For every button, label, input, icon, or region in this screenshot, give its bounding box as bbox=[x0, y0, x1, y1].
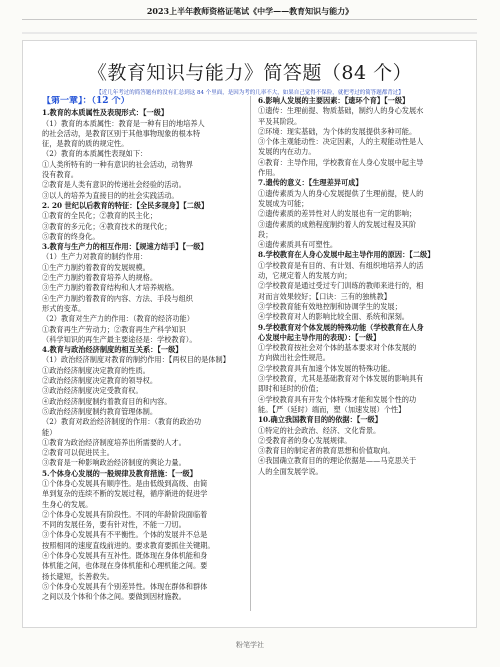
text-line: ①政治经济制度决定教育的性质。 bbox=[42, 365, 150, 375]
text-line: ②个体身心发展具有阶段性。不同的年龄阶段面临着 bbox=[42, 509, 208, 519]
text-line: 按照相同的速度直线前进的。要求教育要抓住关键期。 bbox=[42, 540, 215, 550]
text-line: （2）教育的本质属性表现如下： bbox=[42, 149, 148, 159]
text-line: ①特定的社会政治、经济、文化背景。 bbox=[258, 425, 381, 435]
text-line: 平及其阶段。 bbox=[258, 116, 302, 126]
page-header: 2023上半年教师资格证笔试《中学——教育知识与能力》 bbox=[146, 6, 354, 16]
text-line: ②教育是人类有意识的传递社会经验的活动。 bbox=[42, 180, 186, 190]
left-column bbox=[42, 96, 242, 603]
question-heading: 7.遗传的意义：【生理差异可成】 bbox=[258, 178, 363, 188]
text-line: ②遗传素质的差异性对人的发展也有一定的影响； bbox=[258, 209, 417, 219]
text-line: ②政治经济制度决定教育的领导权。 bbox=[42, 376, 158, 386]
text-line: ③个体主观能动性：决定因素，人的主观能动性是人 bbox=[258, 137, 424, 147]
subtitle-note: 【近几年考过的简答题有的没有汇总到这 84 个里面，是因为考的几率不大，如果自己觉得不保险，就把考过的简答题都背过】 bbox=[96, 90, 404, 96]
text-line: ④学校教育具有开发个体特殊才能和发展个性的功 bbox=[258, 394, 417, 404]
text-line: ①个体身心发展具有顺序性。是由低级到高级、由简 bbox=[42, 478, 208, 488]
footer-brand: 粉笔学社 bbox=[236, 641, 264, 649]
text-line: ⑤政治经济制度制约教育管理体制。 bbox=[42, 406, 158, 416]
text-line: ①学校教育按社会对个体的基本要求对个体发展的 bbox=[258, 343, 417, 353]
text-line: 扬长避短，长善救失。 bbox=[42, 571, 114, 581]
text-line: 能。【严（延时）端而，塑（加速发展）个性】 bbox=[258, 404, 406, 414]
text-line: ③教育的多元化；④教育技术的现代化； bbox=[42, 221, 172, 231]
text-line: ②学校教育具有加速个体发展的特殊功能。 bbox=[258, 363, 395, 373]
text-line: ①教育为政治经济制度培养出所需要的人才。 bbox=[42, 437, 186, 447]
text-line: （1）教育的本质属性：教育是一种有目的地培养人 bbox=[42, 118, 205, 128]
text-line: （2）教育对政治经济制度的作用：（教育的政治功 bbox=[42, 417, 202, 427]
page-title: 《教育知识与能力》简答题（84 个） bbox=[87, 62, 413, 84]
text-line: ③教育是一种影响政治经济制度的舆论力量。 bbox=[42, 458, 186, 468]
text-line: 方向做出社会性规范。 bbox=[258, 353, 330, 363]
text-line: ④政治经济制度制约着教育目的和内容。 bbox=[42, 396, 172, 406]
question-heading: 8.学校教育在人身心发展中起主导作用的原因：【二级】 bbox=[258, 250, 435, 260]
text-line: ②教育可以促进民主。 bbox=[42, 448, 114, 458]
text-line: ③学校教育能有效地控制和协调学生的发展； bbox=[258, 301, 402, 311]
text-line: （1）生产力对教育的制约作用： bbox=[42, 252, 148, 262]
text-line: 对而言效果较好；【口诀：三有的独桃教】 bbox=[258, 291, 391, 301]
text-line: 没有教育。 bbox=[42, 170, 78, 180]
text-line: ②环境：现实基础，为个体的发展提供多种可能。 bbox=[258, 126, 417, 136]
text-line: ③政治经济制度决定受教育权。 bbox=[42, 386, 143, 396]
question-heading: 1.教育的本质属性及表现形式：【一级】 bbox=[42, 108, 169, 118]
question-heading: 10.确立我国教育目的的依据：【一级】 bbox=[258, 415, 382, 425]
text-line: ③教育目的制定者的教育思想和价值取向。 bbox=[258, 446, 395, 456]
text-line: 单到复杂的连续不断的发展过程，循序渐进的促进学 bbox=[42, 489, 208, 499]
text-line: ②生产力制约着教育培养人的规格。 bbox=[42, 273, 158, 283]
right-column bbox=[258, 96, 458, 477]
text-line: ⑤教育的终身化。 bbox=[42, 231, 100, 241]
text-line: ④教育：主导作用，学校教育在人身心发展中起主导 bbox=[258, 157, 424, 167]
text-line: 动，它规定着人的发展方向； bbox=[258, 271, 352, 281]
text-line: ①教育再生产劳动力；②教育再生产科学知识 bbox=[42, 324, 186, 334]
header-rule bbox=[22, 19, 477, 20]
text-line: （2）教育对生产力的作用：（教育的经济功能） bbox=[42, 314, 194, 324]
text-line: （科学知识的再生产最主要途径是：学校教育）。 bbox=[42, 334, 197, 344]
question-heading: 6.影响人发展的主要因素：【遗环个育】【一级】 bbox=[258, 96, 410, 105]
text-line: ①人类所特有的一种有意识的社会活动，动物界 bbox=[42, 159, 193, 169]
text-line: 能） bbox=[42, 427, 57, 437]
text-line: 征，是教育的质的规定性。 bbox=[42, 139, 129, 149]
text-line: 作用。 bbox=[258, 168, 280, 178]
question-heading: 5.个体身心发展的一般规律及教育措施：【一级】 bbox=[42, 468, 197, 478]
text-line: 即时和延时的价值； bbox=[258, 384, 323, 394]
text-line: ③遗传素质的成熟程度制约着人的发展过程及其阶 bbox=[258, 219, 417, 229]
text-line: 人的全面发展学说。 bbox=[258, 466, 323, 476]
text-line: ④学校教育对人的影响比较全面、系统和深刻。 bbox=[258, 312, 409, 322]
text-line: 的社会活动，是教育区别于其他事物现象的根本特 bbox=[42, 128, 201, 138]
text-line: ③学校教育，尤其是基础教育对个体发展的影响具有 bbox=[258, 374, 424, 384]
text-line: ②受教育者的身心发展规律。 bbox=[258, 435, 352, 445]
text-line: 不同的发展任务，要有针对性，不能一刀切。 bbox=[42, 520, 186, 530]
text-line: ①教育的全民化；②教育的民主化； bbox=[42, 211, 158, 221]
chapter-heading: 【第一章】：（12 个） bbox=[42, 96, 130, 106]
text-line: 生身心的发展。 bbox=[42, 499, 93, 509]
text-line: ③生产力制约着教育结构和人才培养规格。 bbox=[42, 283, 179, 293]
text-line: ④我国确立教育目的的理论依据是——马克思关于 bbox=[258, 456, 417, 466]
top-band bbox=[22, 32, 477, 34]
text-line: 形式的变革。 bbox=[42, 303, 86, 313]
text-line: ①生产力制约着教育的发展规模。 bbox=[42, 262, 150, 272]
question-heading: 4.教育与政治经济制度的相互关系：【一级】 bbox=[42, 345, 183, 355]
text-line: ①学校教育是有目的、有计划、有组织地培养人的活 bbox=[258, 260, 424, 270]
text-line: ④遗传素质具有可塑性。 bbox=[258, 240, 338, 250]
question-heading: 9.学校教育对个体发展的特殊功能（学校教育在人身 bbox=[258, 322, 424, 332]
text-line: 发展的内在动力。 bbox=[258, 147, 316, 157]
text-line: ①遗传素质为人的身心发展提供了生理前提，使人的 bbox=[258, 188, 424, 198]
text-line: 段； bbox=[258, 229, 273, 239]
text-line: ④生产力制约着教育的内容、方法、手段与组织 bbox=[42, 293, 193, 303]
question-heading: 2. 20 世纪以后教育的特征：【全民多现身】【二级】 bbox=[42, 200, 209, 210]
text-line: 发展成为可能； bbox=[258, 198, 309, 208]
text-line: 体机能之间，也体现在身体机能和心理机能之间。要 bbox=[42, 561, 208, 571]
text-line: ①遗传：生理前提、物质基础，制约人的身心发展水 bbox=[258, 106, 424, 116]
text-line: ⑤个体身心发展具有个别差异性。体现在群体和群体 bbox=[42, 581, 208, 591]
column-divider bbox=[250, 96, 251, 611]
text-line: ③以人的培养为直接目的的社会实践活动。 bbox=[42, 190, 179, 200]
question-heading: 3.教育与生产力的相互作用：【规速方结手】【一级】 bbox=[42, 242, 208, 252]
text-line: ③个体身心发展具有不平衡性。个体的发展并不总是 bbox=[42, 530, 208, 540]
text-line: （1）政治经济制度对教育的制约作用：【两权目的是体制】 bbox=[42, 355, 230, 365]
text-line: ④个体身心发展具有互补性。既体现在身体机能和身 bbox=[42, 551, 208, 561]
text-line: ②学校教育是通过受过专门训练的教师来进行的，相 bbox=[258, 281, 424, 291]
question-heading: 心发展中起主导作用的表现）：【一级】 bbox=[258, 332, 381, 342]
text-line: 之间以及个体和个体之间。要做到因材施教。 bbox=[42, 592, 186, 602]
